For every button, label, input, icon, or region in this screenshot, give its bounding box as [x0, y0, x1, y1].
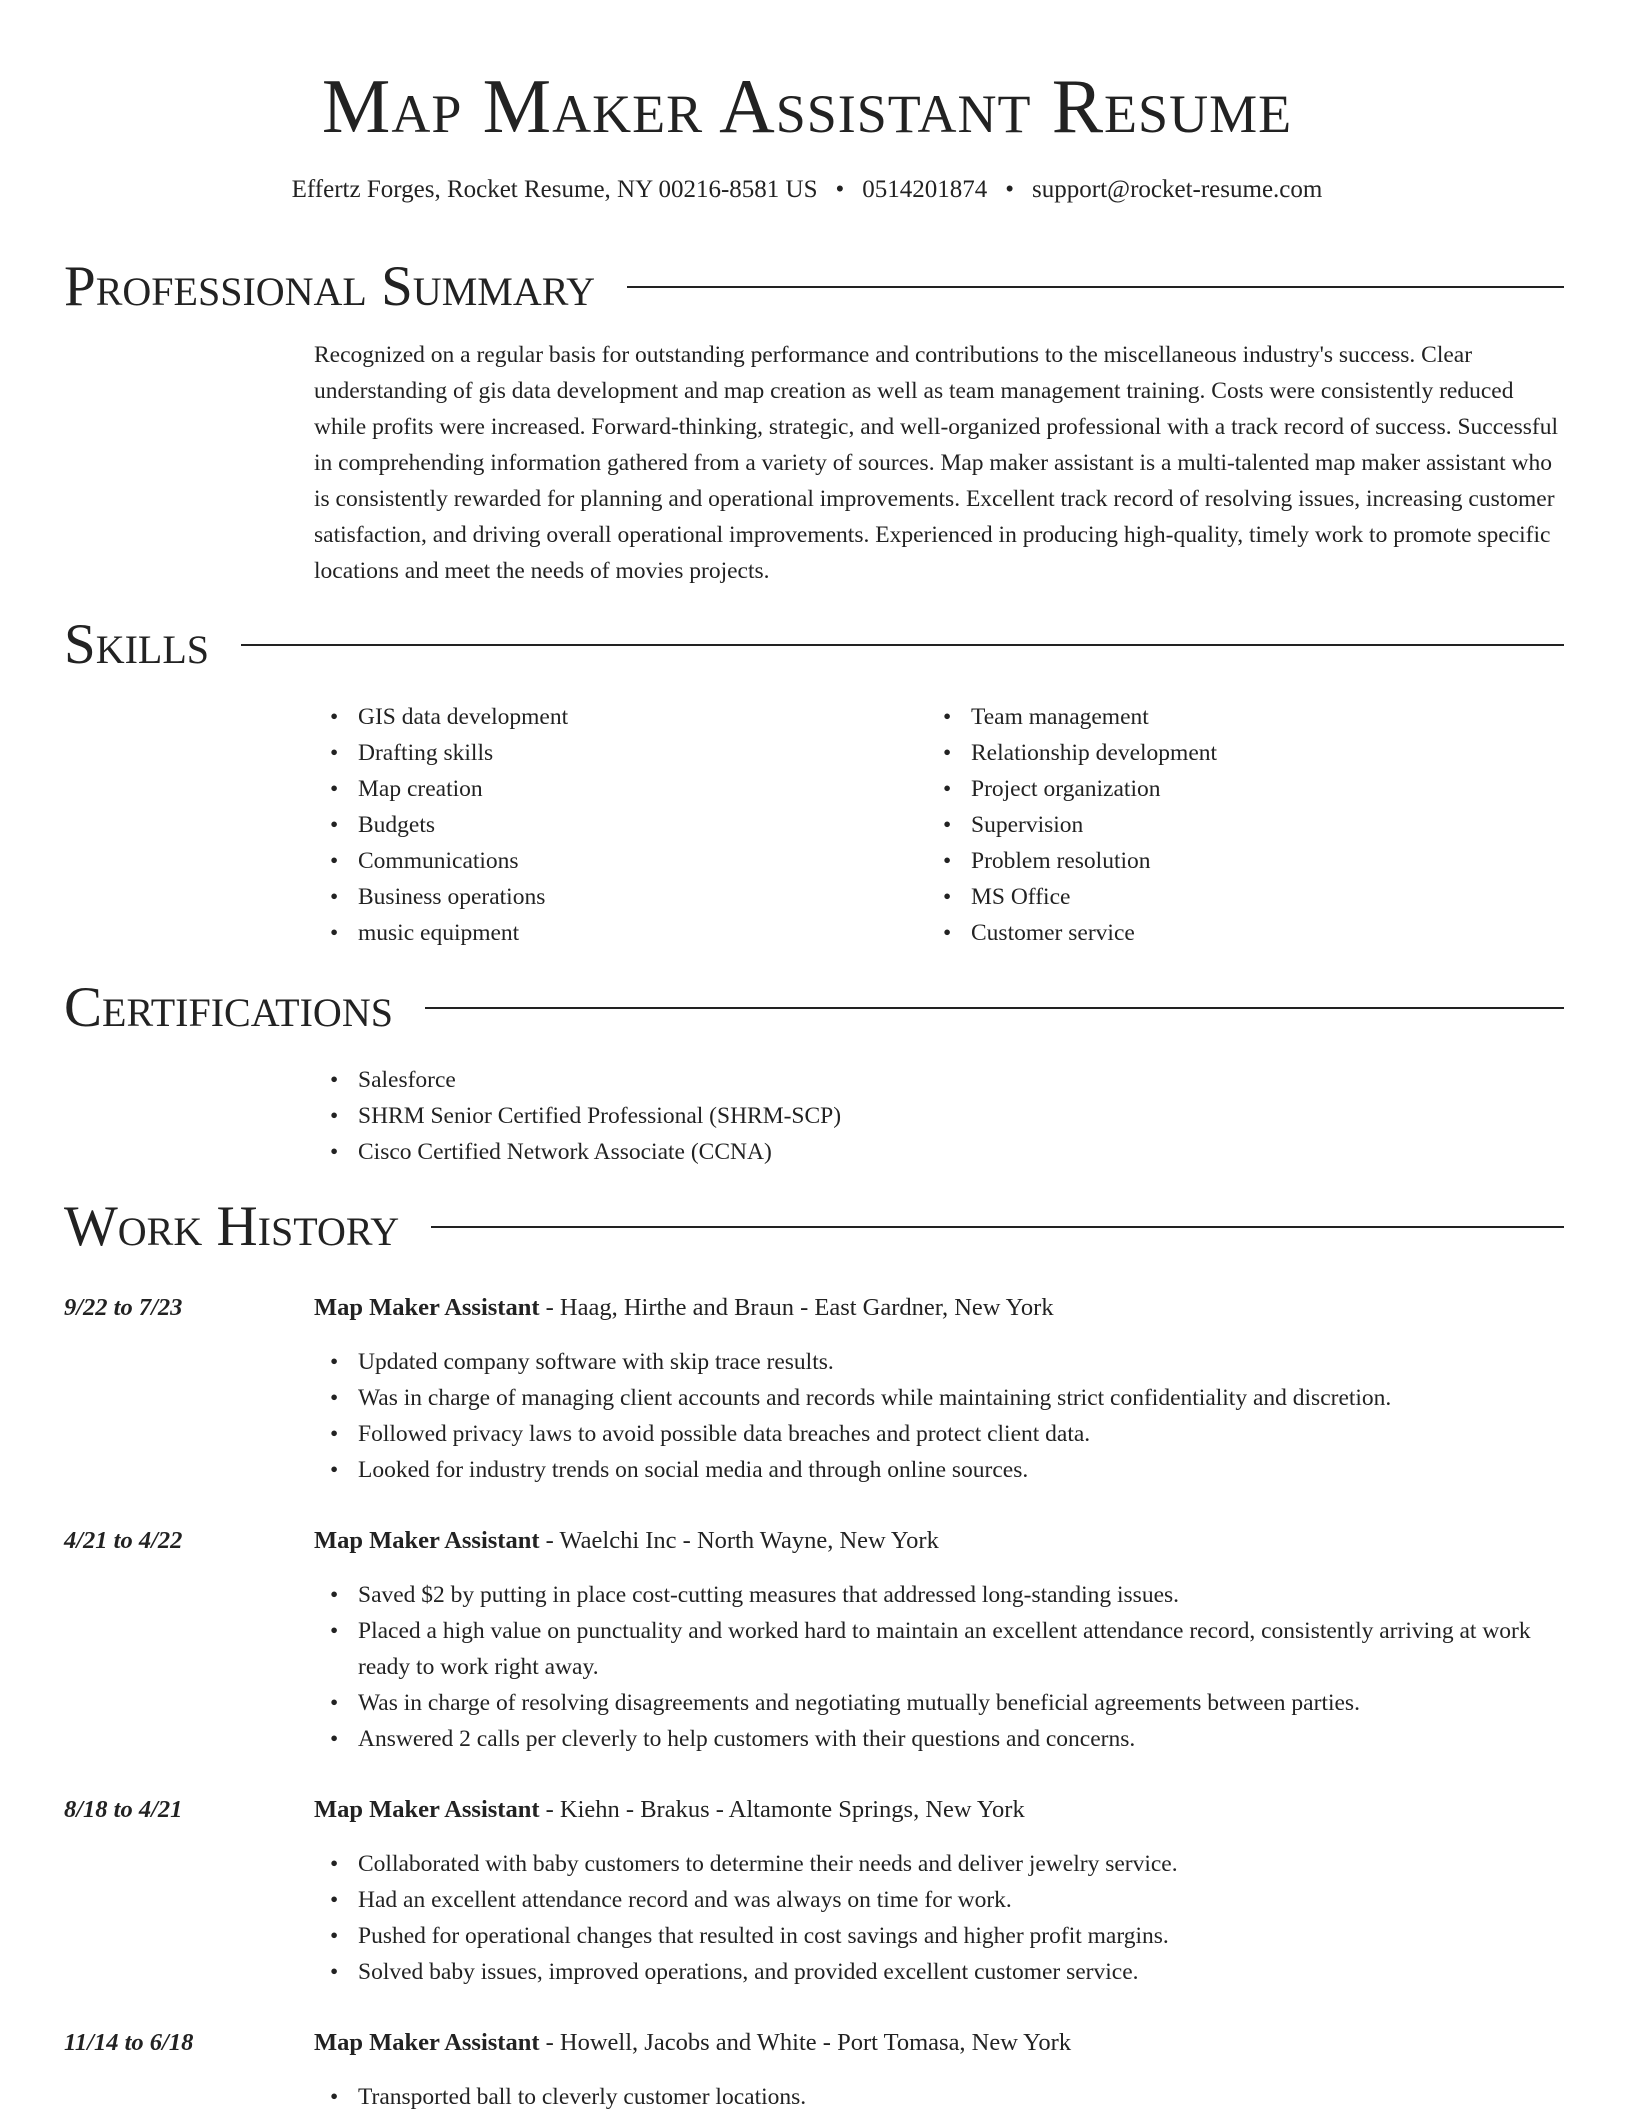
bullet-icon: •: [330, 848, 339, 874]
job-bullets: [314, 1344, 1564, 1488]
bullet-icon: •: [943, 740, 952, 766]
bullet-icon: •: [330, 704, 339, 730]
job-dates: 4/21 to 4/22: [64, 1527, 183, 1554]
skill-item: • Team management: [927, 699, 1527, 735]
section-heading-summary: Professional Summary: [64, 255, 596, 318]
job-bullet: • Saved $2 by putting in place cost-cutting measures that addressed long-standing issues.: [314, 1577, 1564, 1613]
skills-list-right: [927, 699, 1527, 951]
skill-item: • Budgets: [314, 807, 914, 843]
job-bullet: • Was in charge of resolving disagreements and negotiating mutually beneficial agreements between parties.: [314, 1685, 1564, 1721]
bullet-icon: •: [330, 1851, 339, 1877]
job-role: Map Maker Assistant: [314, 1796, 540, 1823]
contact-line: [0, 172, 1614, 208]
job-bullet: • Collaborated with baby customers to determine their needs and deliver jewelry service.: [314, 1846, 1564, 1882]
certifications-list: [314, 1062, 1564, 1170]
bullet-icon: •: [943, 920, 952, 946]
bullet-icon: •: [330, 1385, 339, 1411]
bullet-icon: •: [330, 1349, 339, 1375]
job-details: - Haag, Hirthe and Braun - East Gardner, New York: [539, 1294, 1054, 1321]
job-bullet: • Answered 2 calls per cleverly to help customers with their questions and concerns.: [314, 1721, 1564, 1757]
bullet-icon: •: [330, 1067, 339, 1093]
skill-item: • Map creation: [314, 771, 914, 807]
bullet-icon: •: [330, 1923, 339, 1949]
bullet-icon: •: [330, 1457, 339, 1483]
job-title-line: [314, 1523, 939, 1559]
job-role: Map Maker Assistant: [314, 1527, 540, 1554]
bullet-icon: •: [943, 776, 952, 802]
section-summary-header: [64, 255, 1564, 319]
bullet-icon: •: [330, 812, 339, 838]
certification-item: • SHRM Senior Certified Professional (SHRM-SCP): [314, 1098, 1564, 1134]
section-work-header: [64, 1195, 1564, 1259]
section-skills-header: [64, 613, 1564, 677]
resume-title: Map Maker Assistant Resume: [321, 63, 1293, 149]
skill-item: • Supervision: [927, 807, 1527, 843]
bullet-icon: •: [943, 704, 952, 730]
section-heading-certifications: Certifications: [64, 976, 393, 1039]
job-bullet: • Updated company software with skip trace results.: [314, 1344, 1564, 1380]
job-bullets: [314, 2079, 1564, 2115]
bullet-icon: •: [330, 1139, 339, 1165]
job-role: Map Maker Assistant: [314, 2029, 540, 2056]
bullet-icon: •: [330, 1582, 339, 1608]
job-details: - Waelchi Inc - North Wayne, New York: [539, 1527, 939, 1554]
bullet-icon: •: [330, 884, 339, 910]
bullet-icon: •: [943, 812, 952, 838]
bullet-icon: •: [943, 848, 952, 874]
contact-email: support@rocket-resume.com: [1032, 176, 1323, 203]
skill-item: • Project organization: [927, 771, 1527, 807]
job-role: Map Maker Assistant: [314, 1294, 540, 1321]
job-details: - Kiehn - Brakus - Altamonte Springs, New York: [539, 1796, 1025, 1823]
job-bullet: • Had an excellent attendance record and was always on time for work.: [314, 1882, 1564, 1918]
job-bullet: • Looked for industry trends on social media and through online sources.: [314, 1452, 1564, 1488]
bullet-icon: •: [330, 1887, 339, 1913]
job-bullet: • Pushed for operational changes that resulted in cost savings and higher profit margins.: [314, 1918, 1564, 1954]
bullet-icon: •: [330, 740, 339, 766]
skill-item: • Problem resolution: [927, 843, 1527, 879]
bullet-icon: •: [330, 776, 339, 802]
job-dates: 9/22 to 7/23: [64, 1294, 183, 1321]
skill-item: • Customer service: [927, 915, 1527, 951]
job-details: - Howell, Jacobs and White - Port Tomasa, New York: [539, 2029, 1072, 2056]
summary-text: Recognized on a regular basis for outstanding performance and contributions to the miscellaneous industry's success. Clear understanding of gis data development and map creation as well as team management training. Costs were consistently reduced while profits were increased. Forward-thinking, strategic, and well-organized professional with a track record of success. Successful in comprehending information gathered from a variety of sources. Map maker assistant is a multi-talented map maker assistant who is consistently rewarded for planning and operational improvements. Excellent track record of resolving issues, increasing customer satisfaction, and driving overall operational improvements. Experienced in producing high-quality, timely work to promote specific locations and meet the needs of movies projects.: [314, 342, 1558, 584]
job-title-line: [314, 1290, 1054, 1326]
section-divider: [241, 644, 1564, 646]
bullet-icon: •: [330, 1726, 339, 1752]
bullet-icon: •: [330, 1690, 339, 1716]
section-heading-skills: Skills: [64, 613, 210, 676]
job-bullets: [314, 1577, 1564, 1757]
certification-item: • Salesforce: [314, 1062, 1564, 1098]
section-divider: [627, 286, 1564, 288]
job-bullet: • Followed privacy laws to avoid possible data breaches and protect client data.: [314, 1416, 1564, 1452]
skills-list-left: [314, 699, 914, 951]
skill-item: • GIS data development: [314, 699, 914, 735]
section-certifications-header: [64, 976, 1564, 1040]
skill-item: • music equipment: [314, 915, 914, 951]
bullet-icon: •: [330, 1103, 339, 1129]
section-divider: [425, 1007, 1564, 1009]
contact-address: Effertz Forges, Rocket Resume, NY 00216-8581 US: [291, 176, 818, 203]
job-bullet: • Was in charge of managing client accounts and records while maintaining strict confidentiality and discretion.: [314, 1380, 1564, 1416]
job-title-line: [314, 2025, 1071, 2061]
skill-item: • Communications: [314, 843, 914, 879]
section-heading-work: Work History: [64, 1195, 400, 1258]
section-divider: [431, 1226, 1564, 1228]
skill-item: • MS Office: [927, 879, 1527, 915]
contact-separator: •: [1005, 176, 1015, 203]
job-bullets: [314, 1846, 1564, 1990]
bullet-icon: •: [330, 1959, 339, 1985]
job-bullet: • Solved baby issues, improved operations, and provided excellent customer service.: [314, 1954, 1564, 1990]
skill-item: • Business operations: [314, 879, 914, 915]
bullet-icon: •: [943, 884, 952, 910]
skill-item: • Drafting skills: [314, 735, 914, 771]
bullet-icon: •: [330, 920, 339, 946]
job-title-line: [314, 1792, 1025, 1828]
bullet-icon: •: [330, 2084, 339, 2110]
contact-phone: 0514201874: [862, 176, 988, 203]
job-dates: 11/14 to 6/18: [64, 2029, 194, 2056]
bullet-icon: •: [330, 1618, 339, 1644]
skill-item: • Relationship development: [927, 735, 1527, 771]
contact-separator: •: [835, 176, 845, 203]
job-bullet: • Placed a high value on punctuality and worked hard to maintain an excellent attendance record, consistently arriving at work ready to work right away.: [314, 1613, 1564, 1685]
job-bullet: • Transported ball to cleverly customer locations.: [314, 2079, 1564, 2115]
certification-item: • Cisco Certified Network Associate (CCNA): [314, 1134, 1564, 1170]
job-dates: 8/18 to 4/21: [64, 1796, 183, 1823]
bullet-icon: •: [330, 1421, 339, 1447]
